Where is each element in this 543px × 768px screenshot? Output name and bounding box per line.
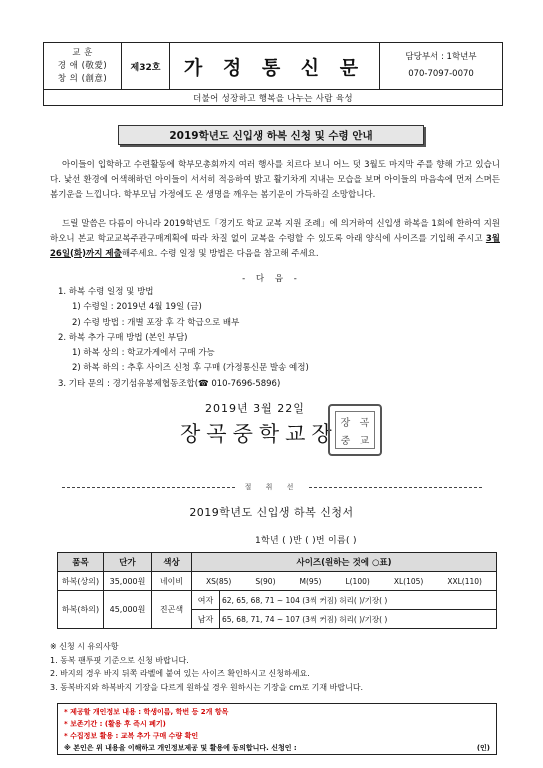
size-option[interactable]: M(95) xyxy=(299,576,322,586)
issue-number: 제32호 xyxy=(122,43,170,89)
privacy-line: * 제공할 개인정보 내용 : 학생이름, 학번 등 2개 항목 xyxy=(64,708,229,716)
newsletter-title: 가 정 통 신 문 xyxy=(170,43,380,89)
privacy-consent xyxy=(57,703,497,755)
headline: 2019학년도 신입생 하복 신청 및 수령 안내 xyxy=(118,125,424,145)
dept: 담당부서 : 1학년부 xyxy=(405,52,477,62)
table-row xyxy=(58,591,497,610)
list-item: 1) 하복 상의 : 학교가게에서 구매 가능 xyxy=(72,348,215,359)
paragraph-2 xyxy=(50,217,500,261)
note-item: 3. 동복바지와 하복바지 기장을 다르게 원하실 경우 원하시는 기장을 cm로 기재 바랍니다. xyxy=(50,682,364,692)
privacy-line: * 수집정보 활용 : 교복 추가 구매 수량 확인 xyxy=(64,732,199,740)
motto-label: 교 훈 xyxy=(72,47,93,58)
p2-part-a: 드릴 말씀은 다름이 아니라 2019학년도「경기도 학교 교복 지원 조례」에 의거하여 신입생 하복을 1회에 한하여 지원하오니 본교 학교교복주관구매계획에 따라 차질 없이 교복을 수령할 수 있도록 아래 양식에 사이즈를 기입해 주시고 xyxy=(50,219,500,244)
top-color: 네이비 xyxy=(152,572,192,591)
seal-char: 중 xyxy=(340,435,351,447)
school-motto xyxy=(44,43,122,89)
p2-part-b: 해주세요. 수령 일정 및 방법은 다음을 참고해 주세요. xyxy=(121,248,319,259)
size-option[interactable]: XL(105) xyxy=(393,576,424,586)
male-label: 남자 xyxy=(192,610,220,629)
male-size-field[interactable]: 65, 68, 71, 74 ~ 107 (3씩 커짐) 허리( )/기장( ) xyxy=(220,610,497,629)
seal-char: 교 xyxy=(359,435,370,447)
seal-mark: (인) xyxy=(476,744,490,752)
phone: 070-7097-0070 xyxy=(408,69,474,79)
principal-name: 장곡중학교장 xyxy=(180,422,338,446)
col-item: 품목 xyxy=(58,553,104,572)
table-header-row xyxy=(58,553,497,572)
cut-dash xyxy=(62,487,235,488)
bottom-price: 45,000원 xyxy=(104,591,152,629)
dagum-heading: - 다 음 - xyxy=(242,274,301,284)
list-item: 1) 수령일 : 2019년 4월 19일 (금) xyxy=(72,302,202,313)
col-price: 단가 xyxy=(104,553,152,572)
slogan: 더불어 성장하고 행복을 나누는 사람 육성 xyxy=(43,90,503,106)
size-option[interactable]: L(100) xyxy=(345,576,370,586)
top-price: 35,000원 xyxy=(104,572,152,591)
notes-head: ※ 신청 시 유의사항 xyxy=(50,642,119,651)
list-item: 2) 하복 하의 : 추후 사이즈 신청 후 구매 (가정통신문 발송 예정) xyxy=(72,363,309,374)
table-row xyxy=(58,572,497,591)
school-seal-icon xyxy=(328,404,382,456)
form-title: 2019학년도 신입생 하복 신청서 xyxy=(189,506,354,519)
privacy-line: * 보존기간 : (활용 후 즉시 폐기) xyxy=(64,720,166,728)
list-item: 2) 수령 방법 : 개별 포장 후 각 학급으로 배부 xyxy=(72,317,240,328)
list-item: 2. 하복 추가 구매 방법 (본인 부담) xyxy=(58,332,188,343)
note-item: 1. 동복 팬투핏 기준으로 신청 바랍니다. xyxy=(50,655,189,665)
cut-dash xyxy=(309,487,482,488)
col-size: 사이즈(원하는 것에 ○표) xyxy=(192,553,497,572)
female-size-field[interactable]: 62, 65, 68, 71 ~ 104 (3씩 커짐) 허리( )/기장( ) xyxy=(220,591,497,610)
notes xyxy=(50,640,363,694)
cut-label: 절 취 선 xyxy=(244,483,300,491)
paragraph-1: 아이들이 입학하고 수련활동에 학부모총회까지 여러 행사를 치르다 보니 어느 덧 3월도 마지막 주를 향해 가고 있습니다. 낯선 환경에 어색해하던 아이들이 서서히 적응하여 밝고 활기차게 지내는 모습을 보며 아이들의 마음속에 먼저 스며든 봄기운을 느낍니다. 학부모님 가정에도 온 생명을 깨우는 봄기운이 가득하길 소망합니다. xyxy=(50,160,500,200)
list-item: 1. 하복 수령 일정 및 방법 xyxy=(58,287,154,297)
consent-sign-line[interactable] xyxy=(64,742,490,754)
bottom-color: 진곤색 xyxy=(152,591,192,629)
consent-text: ※ 본인은 위 내용을 이해하고 개인정보제공 및 활용에 동의합니다. 신청인 : xyxy=(64,744,297,752)
newsletter-header xyxy=(43,42,503,90)
cut-line xyxy=(62,482,482,492)
size-option[interactable]: S(90) xyxy=(255,576,276,586)
bottom-item: 하복(하의) xyxy=(58,591,104,629)
order-table xyxy=(57,552,497,629)
top-item: 하복(상의) xyxy=(58,572,104,591)
list-item: 3. 기타 문의 : 경기섬유봉제협동조합(☎ 010-7696-5896) xyxy=(58,378,281,389)
motto-2: 창 의 (創意) xyxy=(57,73,108,84)
details-list xyxy=(58,285,309,392)
issue-date: 2019년 3월 22일 xyxy=(205,402,305,415)
size-option[interactable]: XS(85) xyxy=(206,576,232,586)
size-option[interactable]: XXL(110) xyxy=(447,576,482,586)
deadline: 3월 26일(화)까지 제출 xyxy=(50,233,500,259)
motto-1: 경 애 (敬愛) xyxy=(57,60,108,71)
female-label: 여자 xyxy=(192,591,220,610)
seal-char: 곡 xyxy=(359,417,370,429)
note-item: 2. 바지의 경우 바지 뒤쪽 라벨에 붙여 있는 사이즈 확인하시고 신청하세요. xyxy=(50,669,310,678)
seal-char: 장 xyxy=(340,417,351,429)
top-sizes xyxy=(192,572,497,591)
col-color: 색상 xyxy=(152,553,192,572)
contact-info xyxy=(380,43,502,89)
student-info-fields[interactable]: 1학년 ( )반 ( )번 이름( ) xyxy=(255,536,357,546)
